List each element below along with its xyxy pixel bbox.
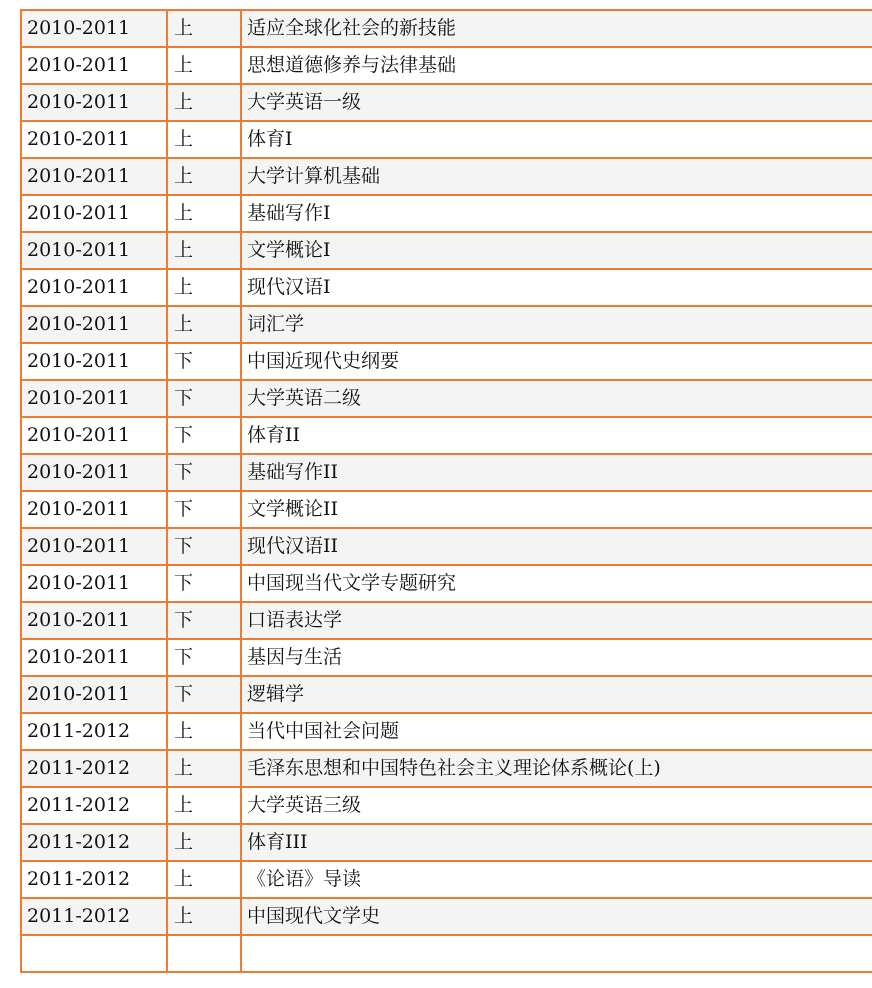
table-row [21,47,872,84]
academic-year-cell: 2011-2012 [21,750,167,787]
semester-cell [167,935,241,972]
course-name-cell: 思想道德修养与法律基础 [241,47,872,84]
academic-year-cell: 2010-2011 [21,454,167,491]
table-row [21,787,872,824]
table-row [21,528,872,565]
course-name-cell: 毛泽东思想和中国特色社会主义理论体系概论(上) [241,750,872,787]
semester-cell: 下 [167,491,241,528]
semester-cell: 上 [167,47,241,84]
table-row [21,158,872,195]
table-row [21,824,872,861]
academic-year-cell: 2010-2011 [21,565,167,602]
course-name-cell [241,935,872,972]
table-row [21,84,872,121]
academic-year-cell: 2010-2011 [21,380,167,417]
course-name-cell: 当代中国社会问题 [241,713,872,750]
course-name-cell: 基础写作II [241,454,872,491]
table-row [21,602,872,639]
semester-cell: 上 [167,232,241,269]
course-name-cell: 中国现当代文学专题研究 [241,565,872,602]
semester-cell: 上 [167,306,241,343]
table-row [21,306,872,343]
course-name-cell: 《论语》导读 [241,861,872,898]
academic-year-cell: 2010-2011 [21,676,167,713]
academic-year-cell: 2011-2012 [21,861,167,898]
table-row [21,454,872,491]
course-name-cell: 体育III [241,824,872,861]
table-row [21,750,872,787]
course-name-cell: 中国近现代史纲要 [241,343,872,380]
table-row [21,195,872,232]
table-row [21,232,872,269]
course-table-body [21,10,872,972]
semester-cell: 下 [167,639,241,676]
semester-cell: 上 [167,824,241,861]
course-name-cell: 文学概论I [241,232,872,269]
academic-year-cell: 2010-2011 [21,232,167,269]
course-name-cell: 体育II [241,417,872,454]
academic-year-cell: 2010-2011 [21,417,167,454]
semester-cell: 上 [167,195,241,232]
academic-year-cell: 2010-2011 [21,639,167,676]
semester-cell: 上 [167,713,241,750]
course-name-cell: 逻辑学 [241,676,872,713]
semester-cell: 上 [167,269,241,306]
semester-cell: 上 [167,10,241,47]
academic-year-cell: 2010-2011 [21,343,167,380]
academic-year-cell: 2010-2011 [21,306,167,343]
course-name-cell: 体育I [241,121,872,158]
academic-year-cell: 2011-2012 [21,713,167,750]
table-row [21,861,872,898]
academic-year-cell: 2010-2011 [21,269,167,306]
semester-cell: 上 [167,861,241,898]
table-row [21,343,872,380]
table-row [21,639,872,676]
semester-cell: 下 [167,454,241,491]
academic-year-cell: 2010-2011 [21,528,167,565]
course-name-cell: 词汇学 [241,306,872,343]
semester-cell: 上 [167,750,241,787]
table-row [21,10,872,47]
semester-cell: 下 [167,602,241,639]
course-name-cell: 大学英语三级 [241,787,872,824]
table-row [21,491,872,528]
table-row [21,935,872,972]
academic-year-cell: 2010-2011 [21,121,167,158]
academic-year-cell: 2010-2011 [21,491,167,528]
course-name-cell: 大学计算机基础 [241,158,872,195]
table-row [21,417,872,454]
semester-cell: 下 [167,676,241,713]
table-row [21,713,872,750]
academic-year-cell: 2010-2011 [21,158,167,195]
academic-year-cell: 2011-2012 [21,898,167,935]
academic-year-cell [21,935,167,972]
table-row [21,269,872,306]
course-table [20,9,872,973]
academic-year-cell: 2010-2011 [21,602,167,639]
course-name-cell: 基因与生活 [241,639,872,676]
course-name-cell: 基础写作I [241,195,872,232]
semester-cell: 下 [167,343,241,380]
academic-year-cell: 2010-2011 [21,195,167,232]
table-row [21,676,872,713]
semester-cell: 下 [167,528,241,565]
academic-year-cell: 2011-2012 [21,787,167,824]
course-name-cell: 大学英语二级 [241,380,872,417]
semester-cell: 上 [167,121,241,158]
semester-cell: 下 [167,380,241,417]
academic-year-cell: 2010-2011 [21,47,167,84]
semester-cell: 上 [167,898,241,935]
course-name-cell: 文学概论II [241,491,872,528]
academic-year-cell: 2010-2011 [21,84,167,121]
course-name-cell: 现代汉语I [241,269,872,306]
course-name-cell: 口语表达学 [241,602,872,639]
table-row [21,380,872,417]
course-name-cell: 适应全球化社会的新技能 [241,10,872,47]
semester-cell: 上 [167,787,241,824]
table-row [21,898,872,935]
academic-year-cell: 2011-2012 [21,824,167,861]
semester-cell: 上 [167,84,241,121]
table-row [21,121,872,158]
semester-cell: 上 [167,158,241,195]
semester-cell: 下 [167,417,241,454]
semester-cell: 下 [167,565,241,602]
course-name-cell: 现代汉语II [241,528,872,565]
academic-year-cell: 2010-2011 [21,10,167,47]
course-name-cell: 大学英语一级 [241,84,872,121]
course-name-cell: 中国现代文学史 [241,898,872,935]
table-row [21,565,872,602]
